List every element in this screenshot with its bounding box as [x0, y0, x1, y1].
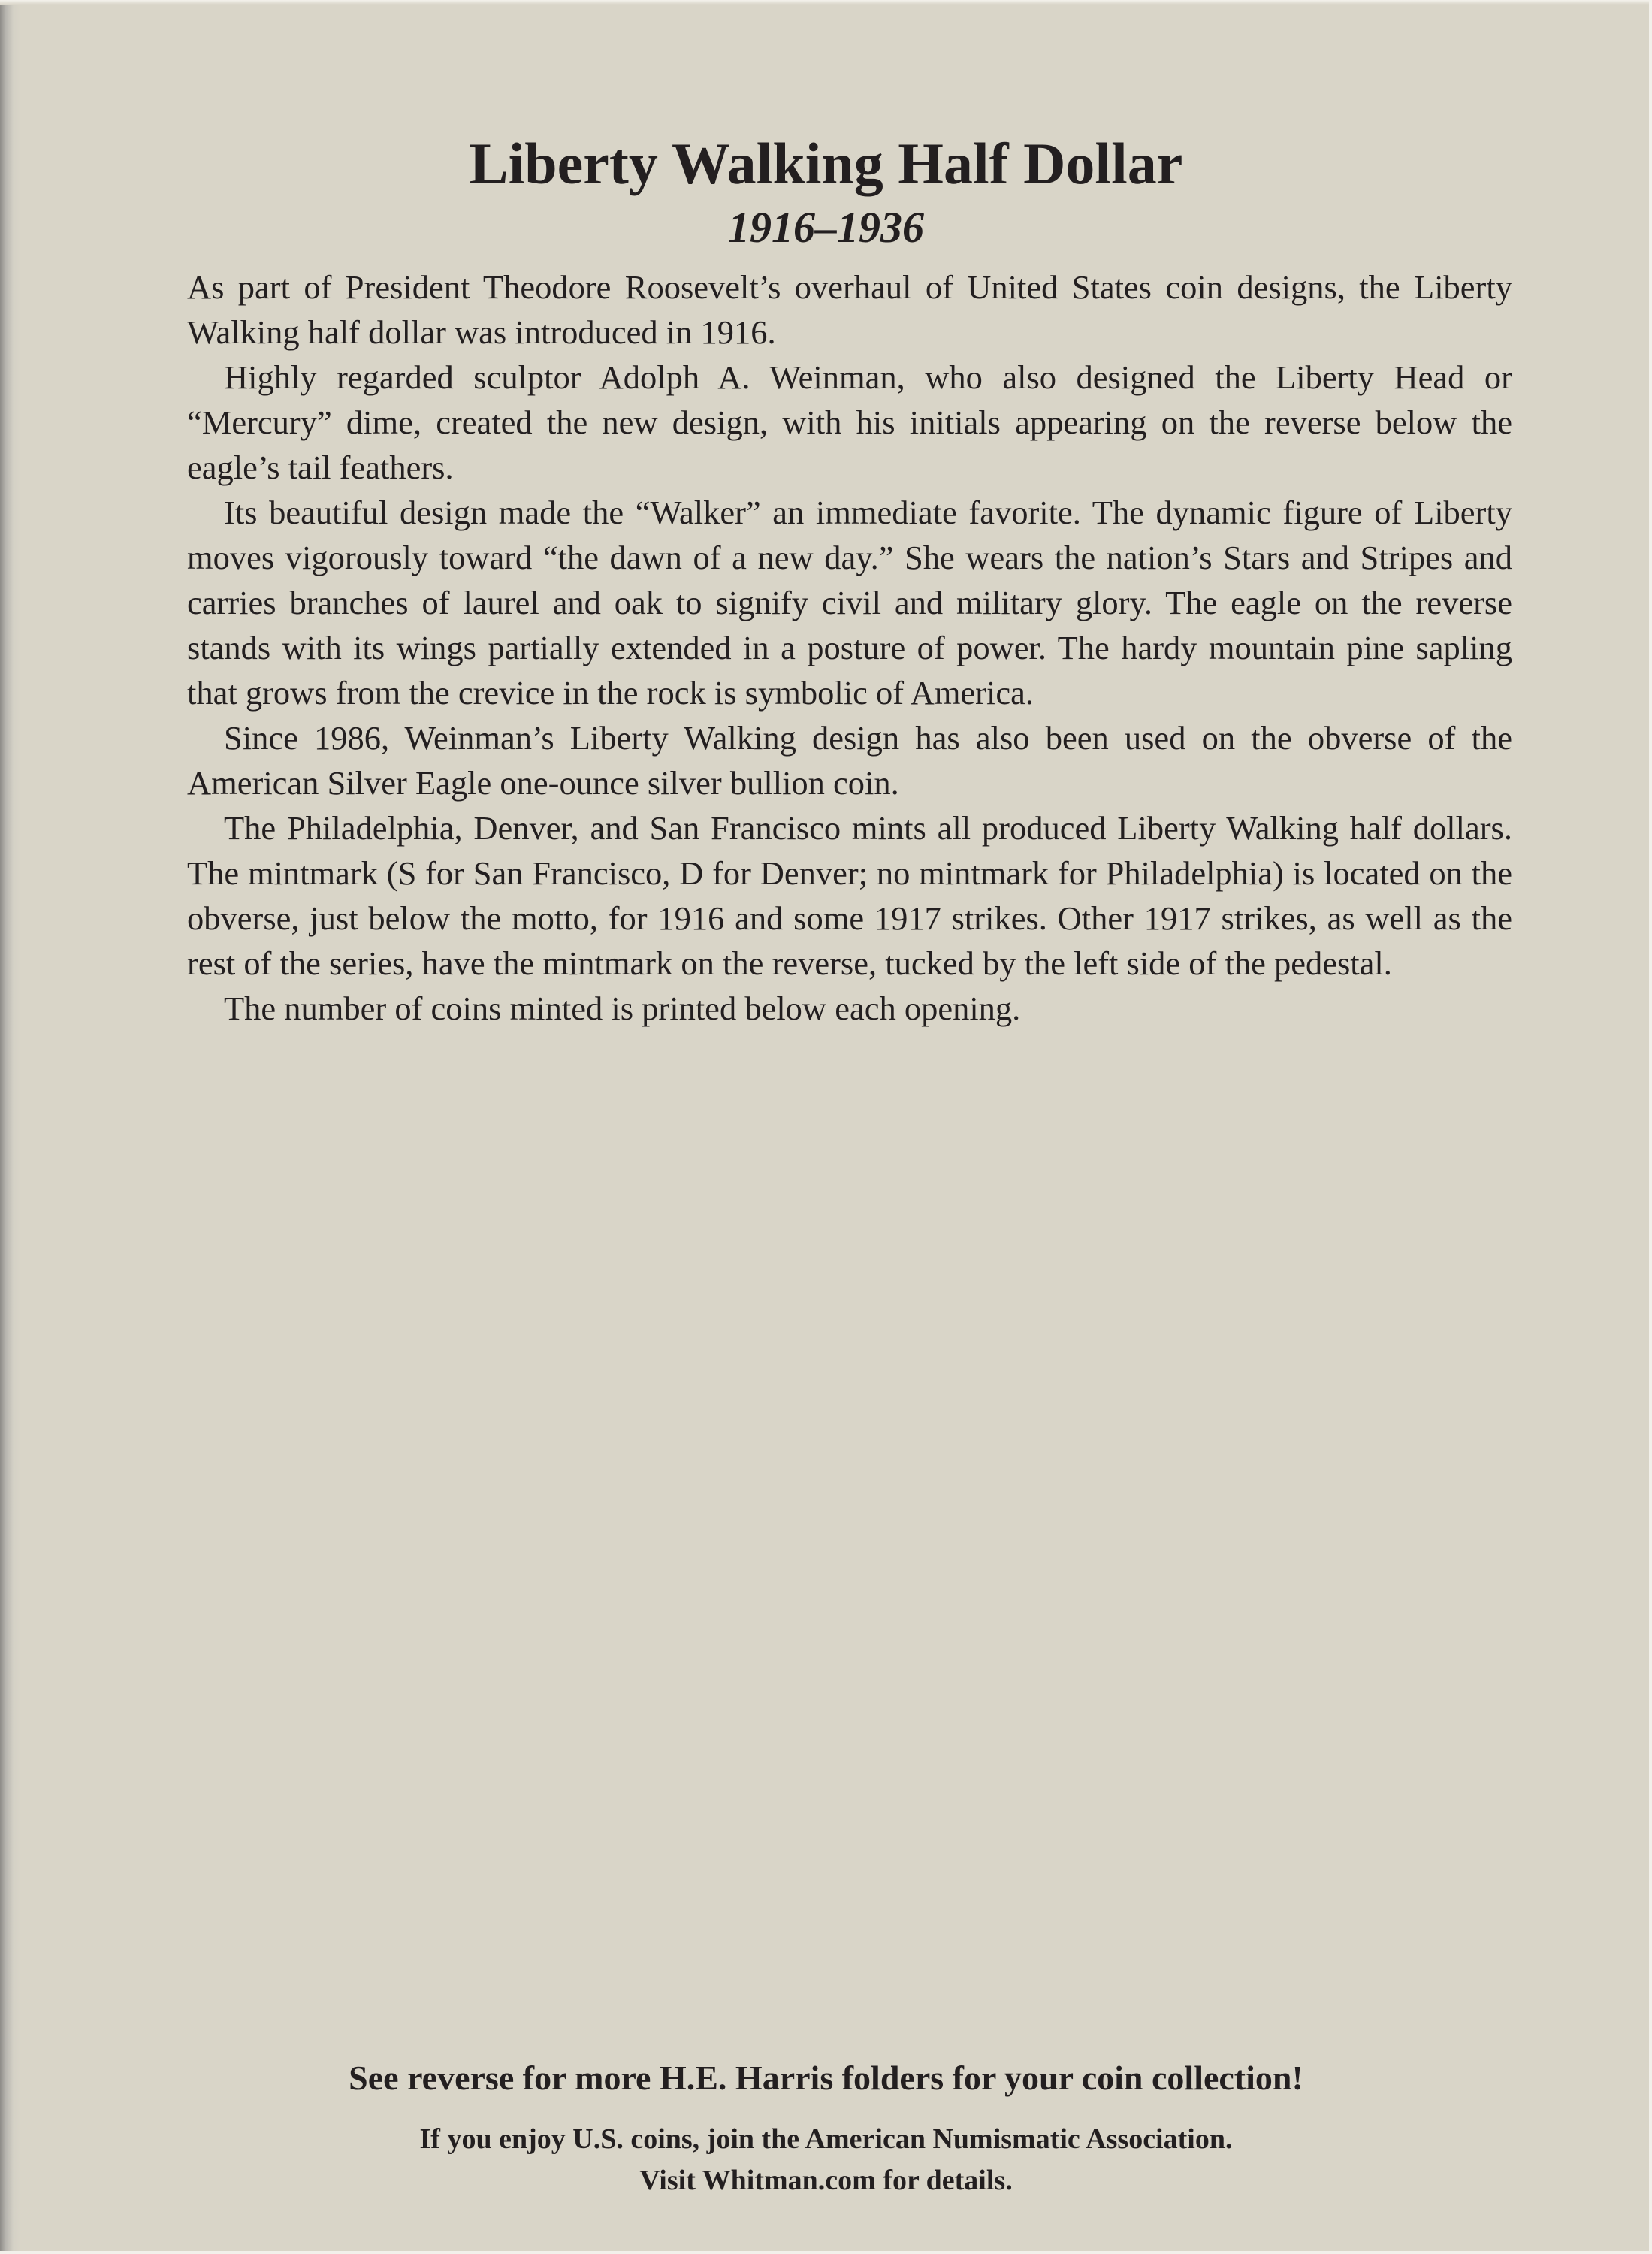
paragraph-mintage-note: The number of coins minted is printed below each opening. [224, 990, 1021, 1027]
document-date-range: 1916–1936 [728, 203, 924, 252]
document-body [187, 264, 1512, 1031]
paragraph-sculptor: Highly regarded sculptor Adolph A. Weinman, who also designed the Liberty Head or “Mercury” dime, created the new design, with his initials appearing on the reverse below the eagle’s tail feathers. [187, 358, 1512, 486]
footer-ana-line: If you enjoy U.S. coins, join the American Numismatic Association. [419, 2123, 1233, 2155]
footer-headline: See reverse for more H.E. Harris folders for your coin collection! [349, 2059, 1303, 2097]
paragraph-silver-eagle: Since 1986, Weinman’s Liberty Walking design has also been used on the obverse of the American Silver Eagle one-ounce silver bullion coin. [187, 719, 1512, 802]
top-edge [0, 0, 1652, 5]
document-title: Liberty Walking Half Dollar [469, 131, 1183, 196]
paragraph-intro: As part of President Theodore Roosevelt’s overhaul of United States coin designs, the Liberty Walking half dollar was introduced in 1916. [187, 268, 1512, 351]
paragraph-mintmarks: The Philadelphia, Denver, and San Francisco mints all produced Liberty Walking half dollars. The mintmark (S for San Francisco, D for Denver; no mintmark for Philadelphia) is located on the obverse, just below the motto, for 1916 and some 1917 strikes. Other 1917 strikes, as well as the rest of the series, have the mintmark on the reverse, tucked by the left side of the pedestal. [187, 809, 1512, 982]
paragraph-design: Its beautiful design made the “Walker” an immediate favorite. The dynamic figure of Liberty moves vigorously toward “the dawn of a new day.” She wears the nation’s Stars and Stripes and carries branches of laurel and oak to signify civil and military glory. The eagle on the reverse stands with its wings partially extended in a posture of power. The hardy mountain pine sapling that grows from the crevice in the rock is symbolic of America. [187, 494, 1512, 712]
spine-shadow [0, 0, 21, 2254]
footer-website-line: Visit Whitman.com for details. [639, 2165, 1013, 2196]
